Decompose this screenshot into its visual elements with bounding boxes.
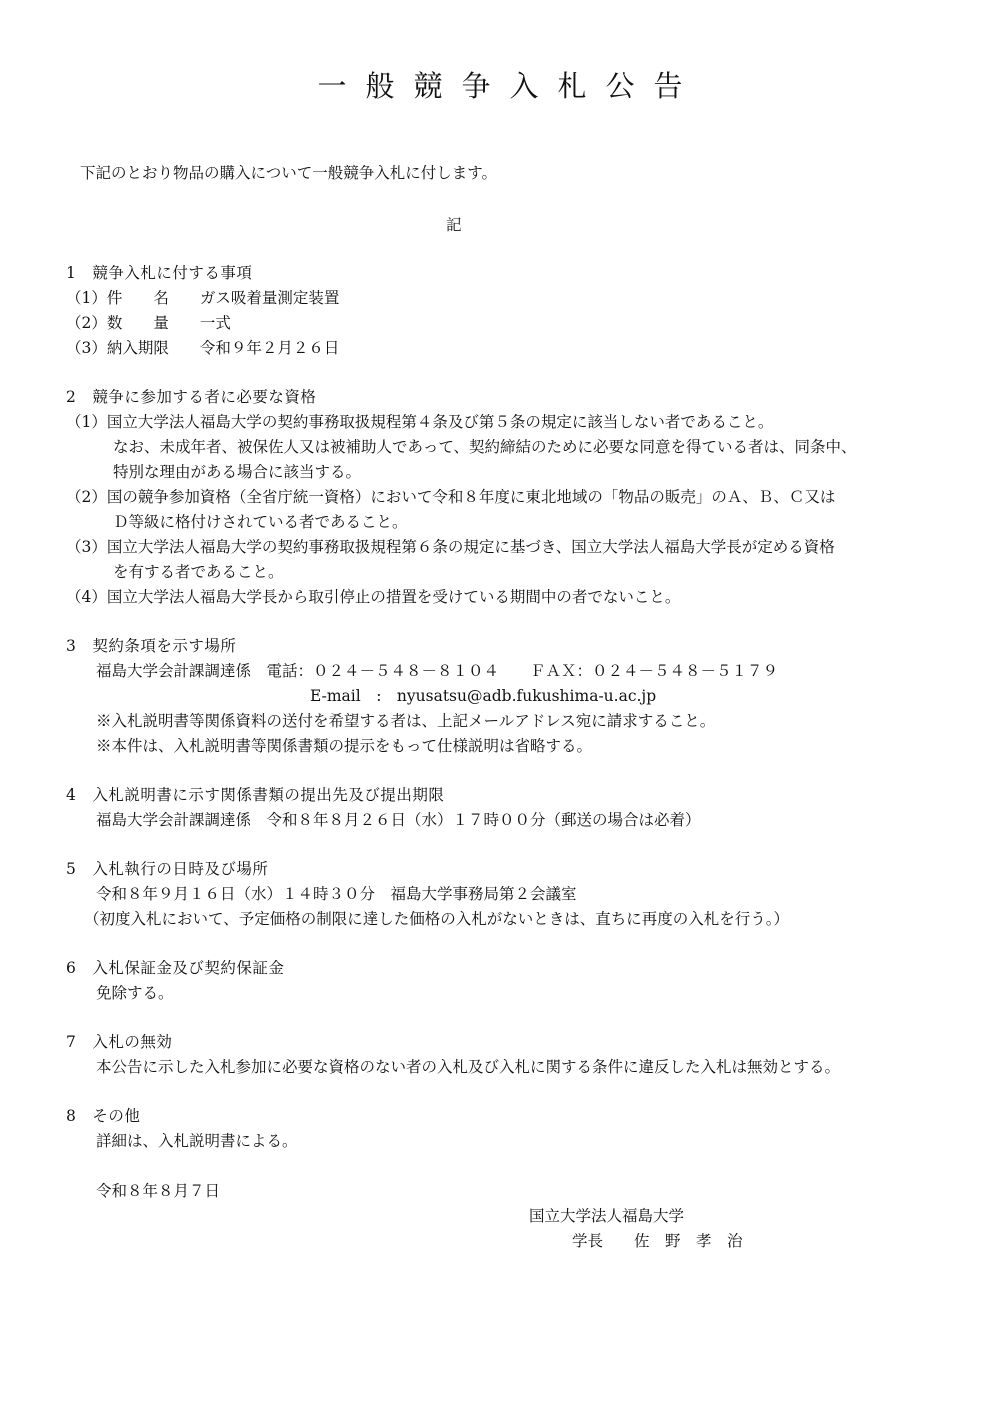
s6-line: 免除する。 (96, 984, 174, 1002)
section-5-heading: 5 入札執行の日時及び場所 (66, 860, 269, 878)
s2-line: Ｄ等級に格付けされている者であること。 (113, 513, 408, 531)
section-1-heading: 1 競争入札に付する事項 (66, 264, 253, 282)
s3-contact-phone-fax: 福島大学会計課調達係 電話：０２４－５４８－８１０４ ＦＡＸ：０２４－５４８－５１７９ (96, 662, 779, 680)
s1-item-name: （1）件 名 ガス吸着量測定装置 (66, 289, 340, 307)
s2-line: （3）国立大学法人福島大学の契約事務取扱規程第６条の規定に基づき、国立大学法人福島大学長が定める資格 (66, 538, 835, 556)
s1-item-quantity: （2）数 量 一式 (66, 314, 231, 332)
s3-note: ※入札説明書等関係資料の送付を希望する者は、上記メールアドレス宛に請求すること。 (96, 712, 716, 730)
issuer-president-name: 学長 佐 野 孝 治 (572, 1232, 743, 1250)
s3-note: ※本件は、入札説明書等関係書類の提示をもって仕様説明は省略する。 (96, 737, 593, 755)
s3-email: E-mail : nyusatsu@adb.fukushima-u.ac.jp (310, 687, 657, 705)
issuer-organization: 国立大学法人福島大学 (529, 1207, 685, 1225)
notice-date: 令和８年８月７日 (96, 1182, 221, 1200)
s2-line: （2）国の競争参加資格（全省庁統一資格）において令和８年度に東北地域の「物品の販売」のＡ、Ｂ、Ｃ又は (66, 488, 836, 506)
s2-line: を有する者であること。 (113, 563, 284, 581)
notice-title: 一般競争入札公告 (317, 69, 702, 103)
s8-line: 詳細は、入札説明書による。 (96, 1132, 298, 1150)
s2-line: （1）国立大学法人福島大学の契約事務取扱規程第４条及び第５条の規定に該当しない者であること。 (66, 413, 774, 431)
section-4-heading: 4 入札説明書に示す関係書類の提出先及び提出期限 (66, 786, 445, 804)
s5-note: （初度入札において、予定価格の制限に達した価格の入札がないときは、直ちに再度の入札を行う。） (84, 910, 789, 928)
section-6-heading: 6 入札保証金及び契約保証金 (66, 959, 285, 977)
s2-line: 特別な理由がある場合に該当する。 (113, 463, 362, 481)
s7-line: 本公告に示した入札参加に必要な資格のない者の入札及び入札に関する条件に違反した入札は無効とする。 (96, 1058, 841, 1076)
s2-line: （4）国立大学法人福島大学長から取引停止の措置を受けている期間中の者でないこと。 (66, 588, 681, 606)
section-8-heading: 8 その他 (66, 1107, 141, 1125)
s4-deadline-line: 福島大学会計課調達係 令和８年８月２６日（水）１７時００分（郵送の場合は必着） (96, 811, 701, 829)
s1-item-deadline: （3）納入期限 令和９年２月２６日 (66, 339, 340, 357)
section-2-heading: 2 競争に参加する者に必要な資格 (66, 388, 317, 406)
section-7-heading: 7 入札の無効 (66, 1033, 173, 1051)
section-3-heading: 3 契約条項を示す場所 (66, 637, 237, 655)
s5-datetime-place: 令和８年９月１６日（水）１４時３０分 福島大学事務局第２会議室 (96, 885, 577, 903)
s2-line: なお、未成年者、被保佐人又は被補助人であって、契約締結のために必要な同意を得ている者は、同条中、 (113, 438, 857, 456)
ki-marker: 記 (446, 216, 462, 234)
intro-text: 下記のとおり物品の購入について一般競争入札に付します。 (80, 164, 497, 182)
